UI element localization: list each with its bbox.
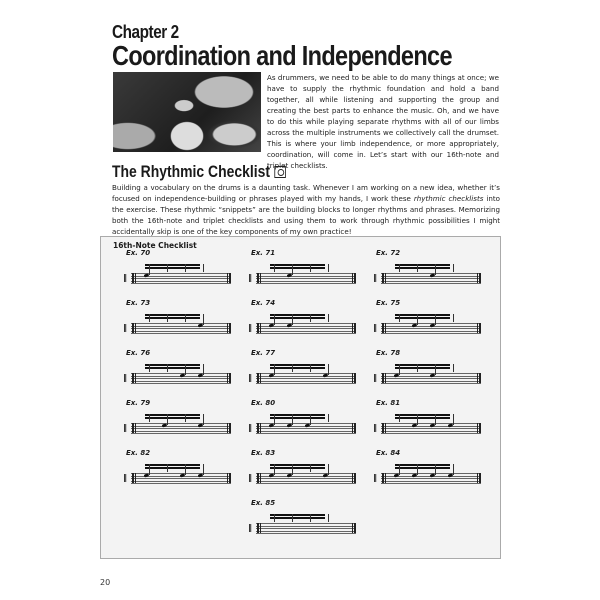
notation-staff [123, 273, 233, 283]
video-icon[interactable] [274, 166, 285, 178]
checklist-box [100, 236, 501, 559]
percussion-clef-icon: ‖ [248, 323, 252, 332]
notation-staff [123, 473, 233, 483]
percussion-clef-icon: ‖ [248, 523, 252, 532]
chapter-label: Chapter 2 [112, 22, 179, 42]
percussion-clef-icon: ‖ [373, 273, 377, 282]
percussion-clef-icon: ‖ [123, 473, 127, 482]
example-71 [248, 249, 358, 297]
example-77 [248, 349, 358, 397]
example-80 [248, 399, 358, 447]
notation-staff [248, 373, 358, 383]
percussion-clef-icon: ‖ [123, 323, 127, 332]
percussion-clef-icon: ‖ [248, 423, 252, 432]
chapter-title: Coordination and Independence [112, 40, 452, 71]
example-label: Ex. 72 [376, 249, 401, 257]
example-82 [123, 449, 233, 497]
example-label: Ex. 82 [126, 449, 151, 457]
example-75 [373, 299, 483, 347]
percussion-clef-icon: ‖ [373, 373, 377, 382]
notation-staff [123, 323, 233, 333]
example-72 [373, 249, 483, 297]
example-label: Ex. 80 [251, 399, 276, 407]
example-label: Ex. 75 [376, 299, 401, 307]
percussion-clef-icon: ‖ [248, 473, 252, 482]
example-73 [123, 299, 233, 347]
page-number: 20 [100, 578, 111, 587]
example-76 [123, 349, 233, 397]
example-label: Ex. 78 [376, 349, 401, 357]
notation-staff [248, 523, 358, 533]
example-label: Ex. 85 [251, 499, 276, 507]
notation-staff [373, 473, 483, 483]
notation-staff [248, 423, 358, 433]
notation-staff [373, 423, 483, 433]
percussion-clef-icon: ‖ [248, 273, 252, 282]
section-text-1: Building a vocabulary on the drums is a daunting task. Whenever I am working on a new idea, whether it’s focused on independence-building or phrases played with my hands, I work these [112, 183, 500, 203]
example-74 [248, 299, 358, 347]
notation-staff [123, 423, 233, 433]
example-label: Ex. 76 [126, 349, 151, 357]
example-label: Ex. 77 [251, 349, 276, 357]
percussion-clef-icon: ‖ [248, 373, 252, 382]
section-title: The Rhythmic Checklist [112, 162, 271, 181]
percussion-clef-icon: ‖ [123, 373, 127, 382]
section-paragraph [112, 182, 500, 237]
section-text-italic: rhythmic checklists [413, 194, 484, 203]
section-text-2: into the exercise. These rhythmic “snippets” are the building blocks to longer rhythms and phrases. Memorizing both the 16th-note and triplet checklists and using them to work through rhythmic possibilities I might accidentally skip is one of the key components of my own practice! [112, 194, 500, 236]
drumset-photo [113, 72, 261, 152]
notation-staff [123, 373, 233, 383]
intro-paragraph: As drummers, we need to be able to do many things at once; we have to supply the rhythmic foundation and hold a band together, all while listening and supporting the group and creating the best parts to enhance the music. Oh, and we have to do this while playing separate rhythms with all of our limbs across the multiple instruments we collectively call the drumset. This is where your limb independence, or more appropriately, coordination, will come in. Let’s start with our 16th-note and triplet checklists. [267, 73, 499, 170]
percussion-clef-icon: ‖ [373, 473, 377, 482]
notation-staff [248, 473, 358, 483]
percussion-clef-icon: ‖ [123, 273, 127, 282]
notation-staff [248, 323, 358, 333]
section-heading [112, 162, 286, 182]
example-70 [123, 249, 233, 297]
example-label: Ex. 79 [126, 399, 151, 407]
example-85 [248, 499, 358, 547]
example-78 [373, 349, 483, 397]
example-label: Ex. 84 [376, 449, 401, 457]
example-84 [373, 449, 483, 497]
example-label: Ex. 83 [251, 449, 276, 457]
example-label: Ex. 73 [126, 299, 151, 307]
notation-staff [248, 273, 358, 283]
example-83 [248, 449, 358, 497]
example-label: Ex. 70 [126, 249, 151, 257]
example-81 [373, 399, 483, 447]
notation-staff [373, 373, 483, 383]
notation-staff [373, 323, 483, 333]
example-label: Ex. 74 [251, 299, 276, 307]
percussion-clef-icon: ‖ [373, 323, 377, 332]
notation-staff [373, 273, 483, 283]
example-label: Ex. 71 [251, 249, 276, 257]
percussion-clef-icon: ‖ [373, 423, 377, 432]
percussion-clef-icon: ‖ [123, 423, 127, 432]
example-label: Ex. 81 [376, 399, 401, 407]
example-79 [123, 399, 233, 447]
checklist-title: 16th-Note Checklist [113, 241, 197, 250]
